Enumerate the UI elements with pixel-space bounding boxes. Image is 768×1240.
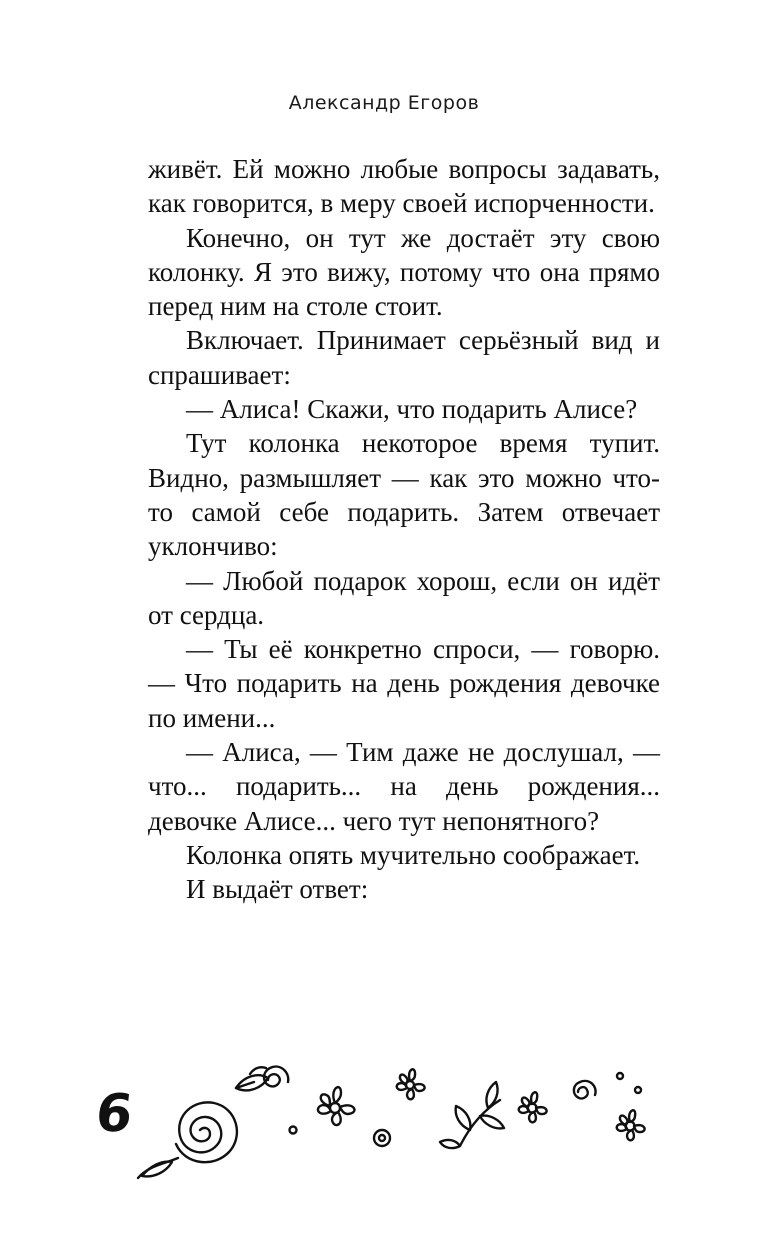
- ring-icon: [374, 1130, 390, 1146]
- flower-icon: [617, 1110, 645, 1140]
- branch-icon: [440, 1082, 504, 1148]
- running-head: Александр Егоров: [288, 92, 480, 114]
- flower-icon: [318, 1087, 354, 1125]
- flower-icon: [397, 1069, 425, 1099]
- floral-ornament: [90, 1050, 680, 1190]
- paragraph: — Алиса! Скажи, что подарить Алисе?: [186, 394, 638, 425]
- dot-icon: [290, 1127, 297, 1134]
- paragraph: Конечно, он тут же достаёт эту свою колонку. Я это вижу, потому что она прямо перед ним на столе стоит.: [148, 222, 660, 322]
- paragraph: И выдаёт ответ:: [186, 874, 369, 905]
- paragraph: Колонка опять мучительно соображает.: [186, 839, 641, 870]
- flower-icon: [519, 1092, 547, 1122]
- dot-icon: [635, 1087, 641, 1093]
- swirl-icon: [574, 1081, 596, 1099]
- spiral-icon: [138, 1102, 237, 1178]
- body-text: [148, 152, 660, 907]
- paragraph: Включает. Принимает серьёзный вид и спрашивает:: [148, 325, 660, 390]
- dot-icon: [617, 1073, 623, 1079]
- page-number: 6: [92, 1084, 136, 1144]
- paragraph: — Ты её конкретно спроси, — говорю. — Что подарить на день рождения девочке по имени...: [148, 634, 660, 733]
- paragraph: — Алиса, — Тим даже не дослушал, — что... подарить... на день рождения... девочке Алисе... чего тут непонятного?: [148, 737, 660, 836]
- paragraph: — Любой подарок хорош, если он идёт от сердца.: [148, 565, 660, 630]
- paragraph: живёт. Ей можно любые вопросы задавать, как говорится, в меру своей испорченности.: [148, 154, 660, 219]
- paragraph: Тут колонка некоторое время тупит. Видно, размышляет — как это можно что-то самой себе подарить. Затем отвечает уклончиво:: [148, 428, 660, 562]
